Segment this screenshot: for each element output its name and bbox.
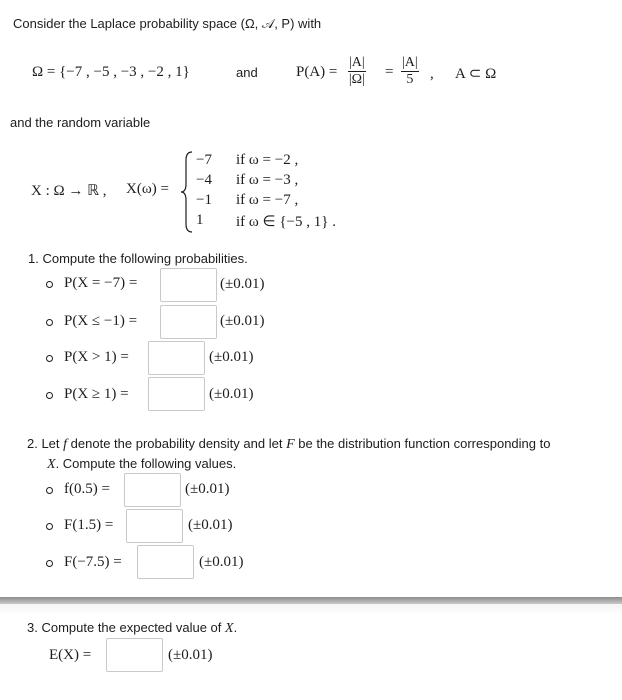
q1-label-1: P(X = −7) =	[64, 275, 138, 291]
equals-sign: =	[385, 64, 394, 80]
fraction-a-over-five	[401, 55, 419, 88]
fraction-a-over-omega	[348, 55, 366, 88]
random-variable-text: and the random variable	[10, 115, 151, 130]
q3-text: .	[233, 620, 238, 635]
question-3-panel	[0, 604, 622, 700]
question-3-title	[27, 620, 237, 637]
section-divider	[0, 597, 622, 604]
tolerance-label: (±0.01)	[168, 647, 213, 663]
bullet-icon	[46, 560, 53, 567]
answer-input-p-x-ge-1[interactable]	[148, 377, 205, 411]
answer-input-p-x-eq-minus7[interactable]	[160, 268, 217, 302]
q1-label-3: P(X > 1) =	[64, 349, 129, 365]
case-value: 1	[196, 212, 204, 228]
q2-symbol-f: f	[63, 437, 68, 452]
q2-label-2: F(1.5) =	[64, 517, 114, 533]
case-condition: if ω = −2 ,	[236, 152, 299, 168]
rv-mapping: X : Ω → ℝ ,	[31, 183, 107, 199]
q2-text: 2. Let	[27, 436, 60, 451]
case-condition: if ω ∈ {−5 , 1} .	[236, 214, 336, 230]
bullet-icon	[46, 355, 53, 362]
answer-input-f-0-5[interactable]	[124, 473, 181, 507]
tolerance-label: (±0.01)	[220, 276, 265, 292]
q2-text: . Compute the following values.	[55, 456, 237, 471]
q3-label: E(X) =	[49, 647, 92, 663]
rv-function-lhs: X(ω) =	[126, 181, 169, 197]
bullet-icon	[46, 487, 53, 494]
probability-lhs: P(A) =	[296, 64, 338, 80]
left-brace-icon	[180, 150, 194, 234]
fraction-numerator: |A|	[349, 55, 365, 70]
bullet-icon	[46, 319, 53, 326]
tolerance-label: (±0.01)	[185, 481, 230, 497]
case-value: −4	[196, 172, 212, 188]
bullet-icon	[46, 523, 53, 530]
q2-text: be the distribution function corresponding to	[298, 436, 551, 451]
q3-text: 3. Compute the expected value of	[27, 620, 222, 635]
q1-label-2: P(X ≤ −1) =	[64, 313, 138, 329]
case-condition: if ω = −3 ,	[236, 172, 299, 188]
q2-symbol-X: X	[47, 457, 56, 472]
tolerance-label: (±0.01)	[209, 386, 254, 402]
question-2-title-line2	[47, 456, 236, 473]
tolerance-label: (±0.01)	[188, 517, 233, 533]
tolerance-label: (±0.01)	[199, 554, 244, 570]
bullet-icon	[46, 392, 53, 399]
q2-symbol-F: F	[286, 437, 295, 452]
answer-input-F-1-5[interactable]	[126, 509, 183, 543]
bullet-icon	[46, 281, 53, 288]
and-word: and	[236, 65, 258, 80]
comma: ,	[430, 66, 434, 82]
case-value: −1	[196, 192, 212, 208]
question-1-title: 1. Compute the following probabilities.	[28, 251, 248, 266]
tolerance-label: (±0.01)	[209, 349, 254, 365]
fraction-denominator: |Ω|	[348, 72, 365, 87]
case-value: −7	[196, 152, 212, 168]
tolerance-label: (±0.01)	[220, 313, 265, 329]
q2-text: denote the probability density and let	[70, 436, 283, 451]
answer-input-p-x-le-minus1[interactable]	[160, 305, 217, 339]
q2-label-1: f(0.5) =	[64, 481, 110, 497]
q3-symbol-X: X	[225, 621, 234, 636]
answer-input-p-x-gt-1[interactable]	[148, 341, 205, 375]
answer-input-F-minus-7-5[interactable]	[137, 545, 194, 579]
question-2-title-line1	[27, 436, 550, 453]
fraction-numerator: |A|	[402, 55, 418, 70]
q1-label-4: P(X ≥ 1) =	[64, 386, 129, 402]
q2-label-3: F(−7.5) =	[64, 554, 122, 570]
case-condition: if ω = −7 ,	[236, 192, 299, 208]
fraction-denominator: 5	[406, 72, 414, 87]
subset-relation: A ⊂ Ω	[455, 66, 497, 82]
omega-definition: Ω = {−7 , −5 , −3 , −2 , 1}	[32, 64, 190, 80]
answer-input-expected-value[interactable]	[106, 638, 163, 672]
intro-text: Consider the Laplace probability space (Ω, 𝒜, P) with	[13, 16, 322, 31]
